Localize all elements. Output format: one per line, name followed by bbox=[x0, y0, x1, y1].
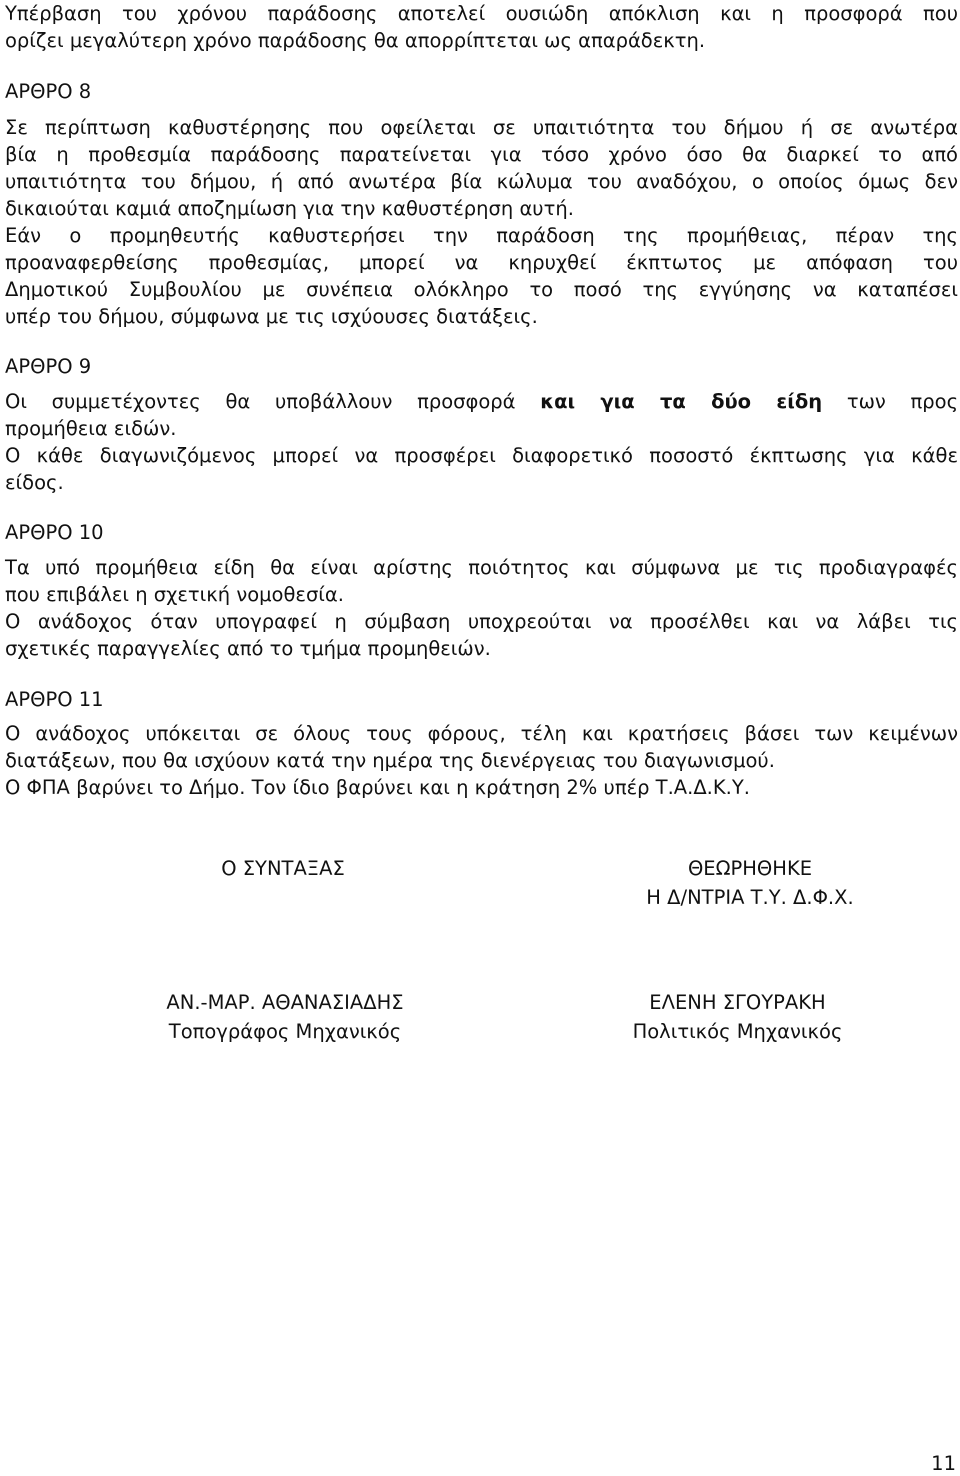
text-line: Σε περίπτωση καθυστέρησης που οφείλεται σε υπαιτιότητα του δήμου ή σε ανωτέρα bbox=[5, 116, 958, 139]
bold-emphasis: και για τα δύο είδη bbox=[540, 390, 823, 413]
text-run: των προς bbox=[846, 390, 959, 413]
article-7-tail bbox=[5, 0, 958, 54]
text-line: Ο κάθε διαγωνιζόμενος μπορεί να προσφέρει διαφορετικό ποσοστό έκπτωσης για κάθε bbox=[5, 444, 958, 467]
text-line: προαναφερθείσης προθεσμίας, μπορεί να κηρυχθεί έκπτωτος με απόφαση του bbox=[5, 251, 958, 274]
signature-right-block bbox=[605, 988, 870, 1046]
article-10-paragraph-2 bbox=[5, 608, 958, 662]
article-8-heading: ΑΡΘΡΟ 8 bbox=[5, 80, 92, 103]
text-line: ορίζει μεγαλύτερη χρόνο παράδοσης θα απορρίπτεται ως απαράδεκτη. bbox=[5, 29, 706, 52]
article-9-paragraph-2 bbox=[5, 442, 958, 496]
signatory-role: Πολιτικός Μηχανικός bbox=[632, 1020, 843, 1043]
signature-left-title: Ο ΣΥΝΤΑΞΑΣ bbox=[221, 857, 345, 880]
article-11-paragraph-2 bbox=[5, 774, 958, 801]
signatory-name: ΕΛΕΝΗ ΣΓΟΥΡΑΚΗ bbox=[649, 991, 826, 1014]
article-11-heading: ΑΡΘΡΟ 11 bbox=[5, 688, 104, 711]
text-line: Ο ΦΠΑ βαρύνει το Δήμο. Τον ίδιο βαρύνει και η κράτηση 2% υπέρ Τ.Α.Δ.Κ.Υ. bbox=[5, 776, 750, 799]
article-10-paragraph-1 bbox=[5, 554, 958, 608]
article-9-paragraph-1 bbox=[5, 388, 958, 442]
text-line: Δημοτικού Συμβουλίου με συνέπεια ολόκληρο το ποσό της εγγύησης να καταπέσει bbox=[5, 278, 958, 301]
signatory-role: Τοπογράφος Μηχανικός bbox=[168, 1020, 402, 1043]
text-line: δικαιούται καμιά αποζημίωση για την καθυστέρηση αυτή. bbox=[5, 197, 574, 220]
article-8-paragraph-2 bbox=[5, 222, 958, 330]
text-line: Ο ανάδοχος υπόκειται σε όλους τους φόρους, τέλη και κρατήσεις βάσει των κειμένων bbox=[5, 722, 958, 745]
article-9-heading: ΑΡΘΡΟ 9 bbox=[5, 355, 92, 378]
text-line: που επιβάλει η σχετική νομοθεσία. bbox=[5, 583, 344, 606]
signatory-name: ΑΝ.-ΜΑΡ. ΑΘΑΝΑΣΙΑΔΗΣ bbox=[166, 991, 404, 1014]
signature-left-block bbox=[130, 988, 440, 1046]
text-run: Οι συμμετέχοντες θα υποβάλλουν προσφορά bbox=[5, 390, 516, 413]
signature-right-title bbox=[615, 854, 885, 912]
text-line: ΘΕΩΡΗΘΗΚΕ bbox=[687, 857, 813, 880]
page-number: 11 bbox=[931, 1452, 956, 1475]
text-line: Ο ανάδοχος όταν υπογραφεί η σύμβαση υποχρεούται να προσέλθει και να λάβει τις bbox=[5, 610, 958, 633]
article-8-paragraph-1 bbox=[5, 114, 958, 222]
text-line: προμήθεια ειδών. bbox=[5, 417, 177, 440]
text-line: διατάξεων, που θα ισχύουν κατά την ημέρα της διενέργειας του διαγωνισμού. bbox=[5, 749, 775, 772]
text-line: είδος. bbox=[5, 471, 64, 494]
text-line: Υπέρβαση του χρόνου παράδοσης αποτελεί ουσιώδη απόκλιση και η προσφορά που bbox=[5, 2, 958, 25]
text-line: βία η προθεσμία παράδοσης παρατείνεται για τόσο χρόνο όσο θα διαρκεί το από bbox=[5, 143, 958, 166]
text-line: σχετικές παραγγελίες από το τμήμα προμηθειών. bbox=[5, 637, 491, 660]
text-line: Η Δ/ΝΤΡΙΑ Τ.Υ. Δ.Φ.Χ. bbox=[646, 886, 854, 909]
text-line bbox=[5, 388, 958, 415]
text-line: Τα υπό προμήθεια είδη θα είναι αρίστης ποιότητος και σύμφωνα με τις προδιαγραφές bbox=[5, 556, 958, 579]
text-line: υπαιτιότητα του δήμου, ή από ανωτέρα βία κώλυμα του αναδόχου, ο οποίος όμως δεν bbox=[5, 170, 958, 193]
article-11-paragraph-1 bbox=[5, 720, 958, 774]
article-10-heading: ΑΡΘΡΟ 10 bbox=[5, 521, 104, 544]
text-line: Εάν ο προμηθευτής καθυστερήσει την παράδοση της προμήθειας, πέραν της bbox=[5, 224, 958, 247]
text-line: υπέρ του δήμου, σύμφωνα με τις ισχύουσες διατάξεις. bbox=[5, 305, 538, 328]
